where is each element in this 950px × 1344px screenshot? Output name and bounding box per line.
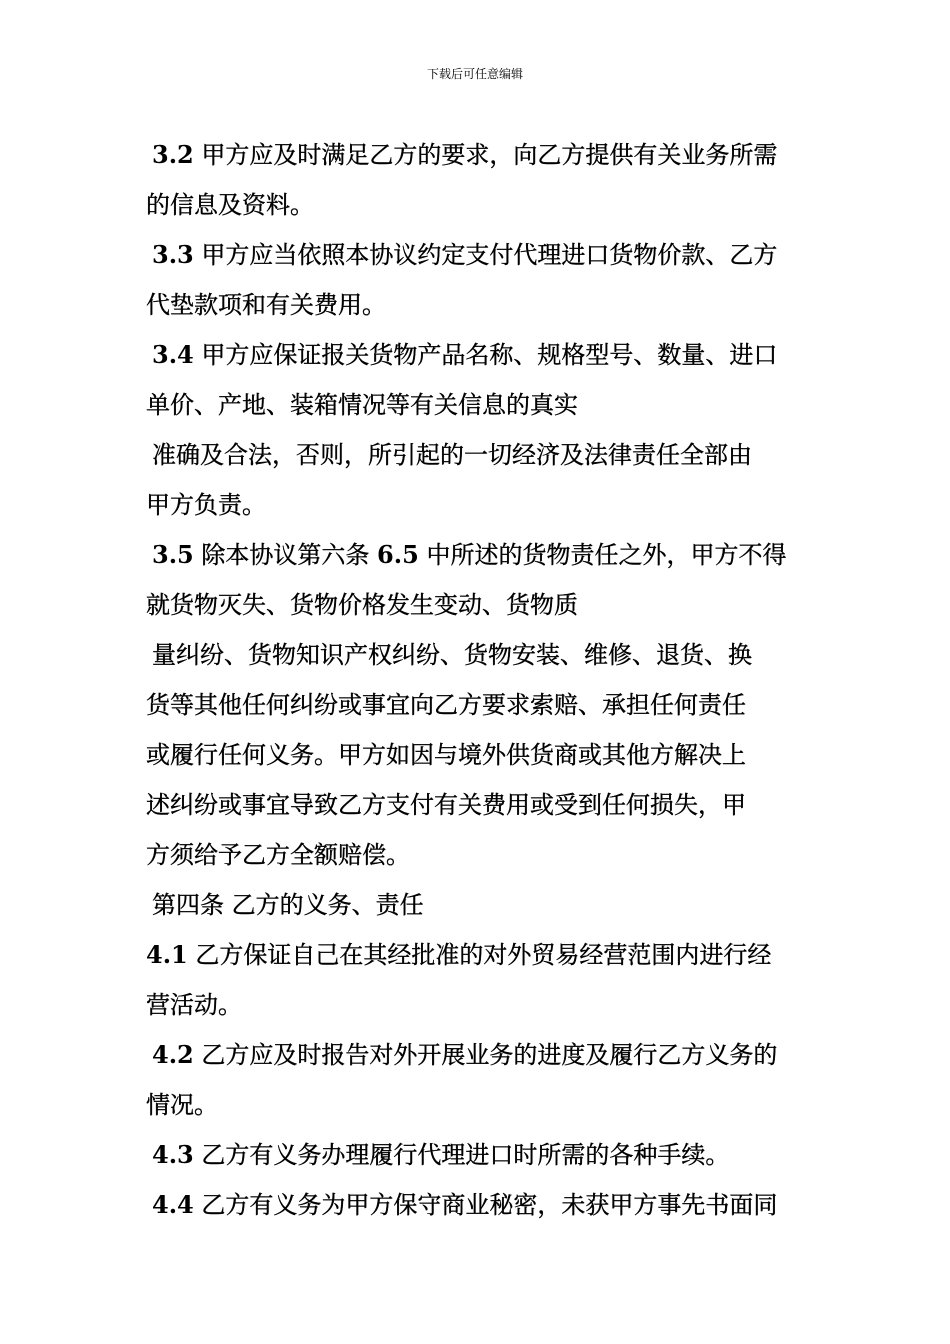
text-line: [146, 630, 816, 680]
clause-4-4: [146, 1180, 816, 1230]
clause-text: 单价、产地、装箱情况等有关信息的真实: [146, 391, 578, 419]
page-header: 下载后可任意编辑: [426, 67, 523, 81]
clause-number: 4.1: [146, 940, 188, 969]
clause-number: 3.5: [152, 540, 194, 569]
text-line: [146, 830, 816, 880]
clause-number: 3.4: [152, 340, 194, 369]
clause-text: 准确及合法，否则，所引起的一切经济及法律责任全部由: [152, 441, 752, 469]
clause-text: 就货物灭失、货物价格发生变动、货物质: [146, 591, 578, 619]
clause-text: 第四条 乙方的义务、责任: [152, 891, 424, 919]
document-body: [146, 130, 816, 1230]
clause-4-3: [146, 1130, 816, 1180]
text-line: [146, 380, 816, 430]
clause-text: 甲方应及时满足乙方的要求，向乙方提供有关业务所需: [201, 141, 778, 169]
clause-text: 代垫款项和有关费用。: [146, 291, 386, 319]
clause-text: 中所述的货物责任之外，甲方不得: [426, 541, 787, 569]
text-line: [146, 730, 816, 780]
clause-text: 情况。: [146, 1091, 218, 1119]
text-line: [146, 980, 816, 1030]
text-line: [146, 580, 816, 630]
clause-text: 甲方负责。: [146, 491, 266, 519]
clause-number: 4.3: [152, 1140, 194, 1169]
clause-3-4: [146, 330, 816, 380]
clause-text: 述纠纷或事宜导致乙方支付有关费用或受到任何损失，甲: [146, 791, 746, 819]
clause-text: 货等其他任何纠纷或事宜向乙方要求索赔、承担任何责任: [146, 691, 746, 719]
text-line: [146, 430, 816, 480]
text-line: [146, 480, 816, 530]
clause-number: 3.2: [152, 140, 194, 169]
clause-text: 乙方有义务办理履行代理进口时所需的各种手续。: [201, 1141, 730, 1169]
clause-text: 乙方有义务为甲方保守商业秘密，未获甲方事先书面同: [201, 1191, 778, 1219]
clause-text: 的信息及资料。: [146, 191, 314, 219]
clause-3-2: [146, 130, 816, 180]
clause-text: 或履行任何义务。甲方如因与境外供货商或其他方解决上: [146, 741, 746, 769]
text-line: [146, 180, 816, 230]
text-line: [146, 780, 816, 830]
clause-text: 方须给予乙方全额赔偿。: [146, 841, 410, 869]
clause-text: 除本协议第六条: [201, 541, 370, 569]
clause-4-2: [146, 1030, 816, 1080]
clause-reference-number: 6.5: [377, 540, 419, 569]
clause-text: 乙方保证自己在其经批准的对外贸易经营范围内进行经: [195, 941, 772, 969]
clause-number: 3.3: [152, 240, 194, 269]
clause-3-3: [146, 230, 816, 280]
text-line: [146, 680, 816, 730]
clause-text: 营活动。: [146, 991, 242, 1019]
clause-number: 4.4: [152, 1190, 194, 1219]
clause-text: 乙方应及时报告对外开展业务的进度及履行乙方义务的: [201, 1041, 778, 1069]
text-line: [146, 280, 816, 330]
article-4-heading: [146, 880, 816, 930]
clause-4-1: [146, 930, 816, 980]
clause-number: 4.2: [152, 1040, 194, 1069]
clause-text: 甲方应保证报关货物产品名称、规格型号、数量、进口: [201, 341, 778, 369]
text-line: [146, 1080, 816, 1130]
clause-text: 量纠纷、货物知识产权纠纷、货物安装、维修、退货、换: [152, 641, 752, 669]
clause-text: 甲方应当依照本协议约定支付代理进口货物价款、乙方: [201, 241, 778, 269]
clause-3-5: [146, 530, 816, 580]
